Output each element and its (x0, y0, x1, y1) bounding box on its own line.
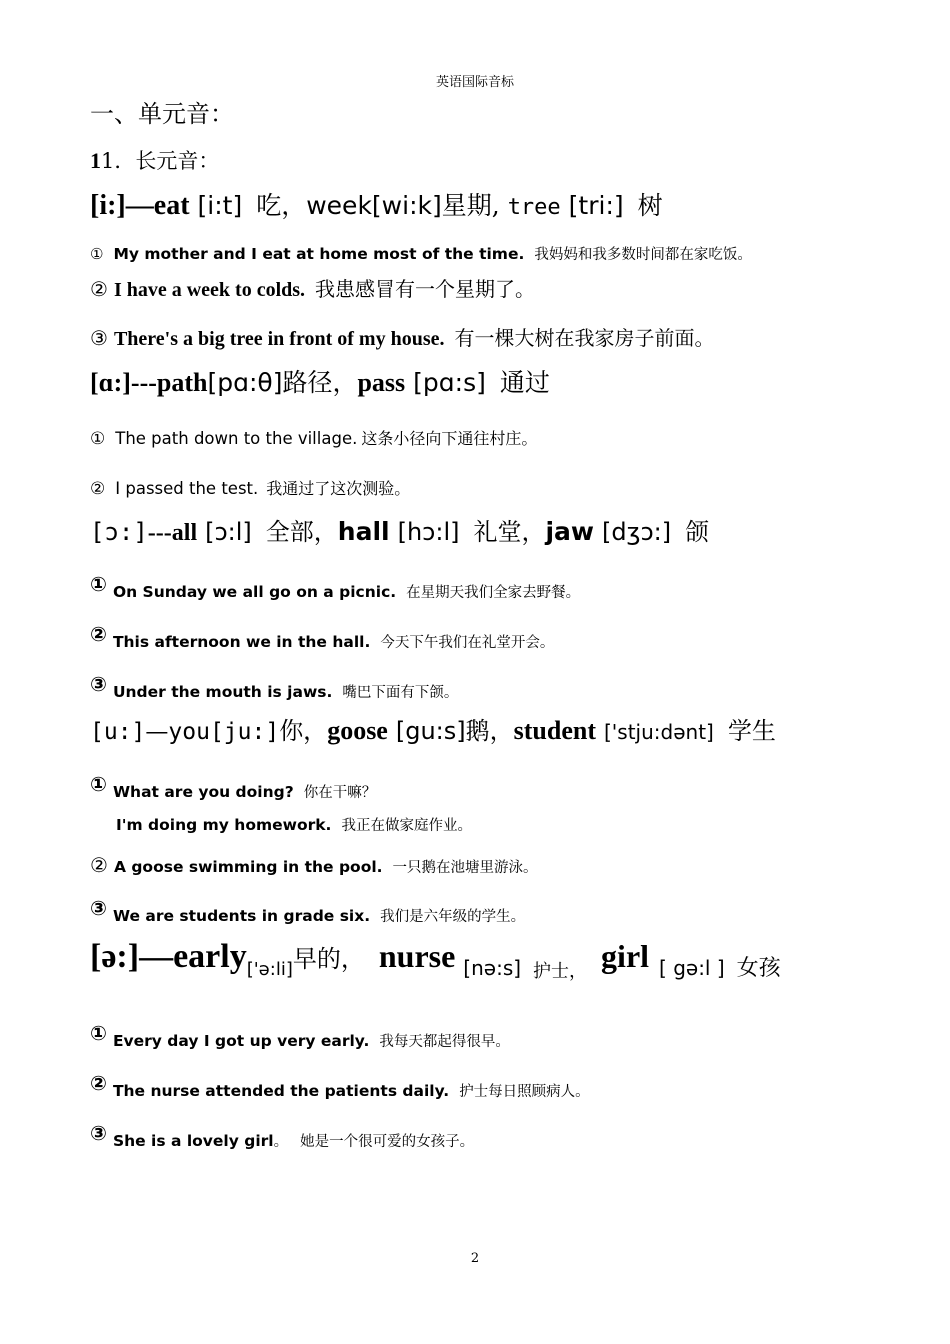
word-hall: hall (337, 517, 390, 546)
page-number: 2 (470, 1251, 480, 1266)
vowel-symbol: [ɑ:] (90, 368, 131, 397)
example-e-2 (90, 1071, 590, 1101)
example-e-1 (90, 1021, 510, 1051)
example-cn: 这条小径向下通往村庄。 (361, 429, 538, 448)
ipa-eat: [i:t] (197, 191, 243, 220)
example-o-2 (90, 622, 555, 652)
word-week: week (306, 191, 372, 220)
ipa-jaw: [dʒɔ:] (602, 518, 672, 546)
example-marker: ② (90, 479, 106, 499)
ipa-early: ['ə:li] (246, 959, 293, 980)
word-nurse: nurse (378, 938, 456, 974)
ipa-nurse: [nə:s] (463, 956, 522, 980)
word-student: student (513, 716, 596, 745)
cn-nurse: 护士， (533, 961, 588, 982)
word-all: all (171, 520, 198, 546)
example-e-3 (90, 1121, 475, 1151)
example-a-1 (90, 426, 537, 449)
example-i-2 (90, 273, 535, 302)
example-en: Under the mouth is jaws. (112, 683, 333, 701)
example-cn: 你在干嘛？ (303, 785, 377, 801)
example-en: I have a week to colds. (113, 279, 306, 301)
example-en: On Sunday we all go on a picnic. (112, 583, 397, 601)
example-en: What are you doing? (112, 783, 294, 801)
vowel-line-o (90, 512, 709, 547)
example-u-1-reply (116, 814, 472, 835)
example-u-1 (90, 772, 377, 802)
example-cn: 在星期天我们全家去野餐。 (406, 585, 581, 601)
word-girl: girl (601, 938, 650, 974)
example-cn: 我正在做家庭作业。 (341, 818, 472, 834)
example-en: We are students in grade six. (112, 907, 371, 925)
word-you: you (168, 719, 210, 745)
vowel-symbol: [ɔ:] (90, 518, 148, 546)
word-early: early (173, 938, 247, 975)
vowel-dash: — (139, 938, 174, 975)
example-marker: ② (90, 853, 108, 877)
example-marker: ② (90, 1071, 107, 1095)
example-cn: 我通过了这次测验。 (266, 479, 411, 498)
example-cn: 她是一个很可爱的女孩子。 (300, 1134, 475, 1150)
cn-girl: 女孩 (736, 956, 781, 981)
vowel-symbol: [u:] (90, 719, 146, 745)
example-en-tail: 。 (273, 1134, 289, 1150)
example-marker: ③ (90, 1121, 107, 1145)
section-heading: 一、单元音： (90, 100, 234, 128)
example-u-3 (90, 896, 526, 926)
example-marker: ① (90, 429, 106, 449)
example-en: The nurse attended the patients daily. (112, 1082, 450, 1100)
page-header: 英语国际音标 (435, 75, 514, 90)
ipa-hall: [hɔ:l] (397, 518, 460, 546)
subsection-number: 1 (90, 148, 101, 173)
example-marker: ② (90, 622, 107, 646)
ipa-all: [ɔ:l] (205, 518, 252, 546)
cn-hall: 礼堂， (473, 518, 546, 546)
cn-week: 星期, (441, 191, 500, 220)
vowel-dash: — (145, 719, 169, 745)
vowel-symbol: [i:] (90, 190, 126, 221)
example-en: I'm doing my homework. (116, 816, 332, 834)
ipa-student: ['stju:dənt] (603, 720, 714, 744)
vowel-dash: --- (130, 368, 157, 397)
word-goose: goose (327, 716, 388, 745)
example-marker: ① (90, 245, 104, 263)
ipa-girl: [ gə:l ] (659, 956, 725, 980)
example-marker: ① (90, 1021, 107, 1045)
example-cn: 我患感冒有一个星期了。 (315, 277, 536, 301)
example-en: This afternoon we in the hall. (112, 633, 371, 651)
vowel-dash: --- (147, 520, 172, 546)
cn-pass: 通过 (499, 368, 550, 397)
example-en: My mother and I eat at home most of the time. (113, 245, 525, 263)
example-cn: 一只鹅在池塘里游泳。 (392, 860, 538, 876)
word-eat: eat (153, 190, 190, 221)
vowel-line-i (90, 186, 663, 222)
example-marker: ③ (90, 672, 107, 696)
cn-early: 早的， (292, 945, 365, 973)
cn-tree: 树 (637, 191, 663, 220)
example-en: A goose swimming in the pool. (113, 858, 383, 876)
example-en: She is a lovely girl (112, 1132, 274, 1150)
ipa-you: [ju:] (209, 719, 280, 745)
example-marker: ③ (90, 896, 107, 920)
ipa-tree: [tri:] (568, 191, 624, 220)
subsection-heading (90, 145, 219, 175)
vowel-dash: — (125, 190, 154, 221)
example-o-1 (90, 572, 581, 602)
ipa-path: [pɑ:θ] (207, 368, 283, 397)
example-cn: 嘴巴下面有下颌。 (342, 685, 459, 701)
ipa-week: [wi:k] (371, 191, 442, 220)
example-a-2 (90, 476, 410, 499)
cn-all: 全部， (265, 518, 338, 546)
example-marker: ② (90, 277, 108, 301)
cn-path: 路径， (282, 368, 358, 397)
example-marker: ③ (90, 326, 108, 350)
cn-you: 你， (279, 717, 328, 745)
example-u-2 (90, 853, 538, 877)
cn-jaw: 颌 (685, 518, 710, 546)
cn-eat: 吃， (256, 191, 307, 220)
example-cn: 护士每日照顾病人。 (459, 1084, 590, 1100)
example-cn: 我妈妈和我多数时间都在家吃饭。 (534, 247, 752, 263)
example-cn: 我每天都起得很早。 (379, 1034, 510, 1050)
example-marker: ① (90, 772, 107, 796)
word-tree: tree (507, 195, 561, 220)
word-pass: pass (357, 368, 406, 397)
example-en: The path down to the village. (115, 429, 358, 448)
vowel-line-a (90, 363, 550, 399)
example-en: There's a big tree in front of my house. (113, 328, 445, 350)
example-en: Every day I got up very early. (112, 1032, 370, 1050)
ipa-goose: [gu:s] (395, 717, 466, 745)
vowel-line-u (90, 711, 776, 746)
word-path: path (156, 368, 208, 397)
example-i-3 (90, 322, 714, 351)
example-i-1 (90, 243, 752, 264)
ipa-pass: [pɑ:s] (413, 368, 486, 397)
example-o-3 (90, 672, 459, 702)
example-cn: 今天下午我们在礼堂开会。 (380, 635, 555, 651)
vowel-symbol: [ə:] (90, 938, 140, 975)
vowel-line-e (90, 938, 781, 982)
example-marker: ① (90, 572, 107, 596)
word-jaw: jaw (545, 517, 595, 546)
cn-student: 学生 (727, 717, 776, 745)
example-en: I passed the test. (115, 479, 259, 498)
cn-goose: 鹅， (465, 717, 514, 745)
example-cn: 我们是六年级的学生。 (380, 909, 526, 925)
example-cn: 有一棵大树在我家房子前面。 (454, 326, 715, 350)
subsection-label: 1．长元音： (101, 149, 220, 173)
